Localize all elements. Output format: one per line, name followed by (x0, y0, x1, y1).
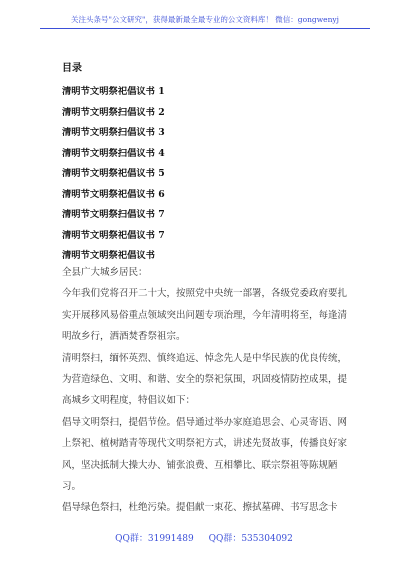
toc-item[interactable]: 清明节文明祭祀倡议书 5 (62, 168, 165, 179)
body-paragraph: 倡导文明祭扫，提倡节俭。倡导通过举办家庭追思会、心灵寄语、网上祭祀、植树踏青等现代文明祭祀方式，讲述先贤故事，传播良好家风，坚决抵制大操大办、铺张浪费、互相攀比、联宗祭祖等陈规陋习。 (62, 416, 348, 493)
footer-qq-group-1: QQ群：31991489 (115, 534, 194, 544)
footer-qq-group-2: QQ群：535304092 (208, 534, 293, 544)
toc-title: 目录 (62, 63, 82, 74)
toc-item[interactable]: 清明节文明祭祀倡议书 7 (62, 229, 165, 241)
body-paragraph: 今年我们党将召开二十大，按照党中央统一部署，各级党委政府要扎实开展移风易俗重点领域突出问题专项治理，今年清明将至，每逢清明故乡行，洒酒焚香祭祖宗。 (62, 288, 348, 343)
table-of-contents (62, 82, 165, 267)
salutation: 全县广大城乡居民： (62, 267, 148, 278)
footer (0, 531, 408, 544)
header-divider (40, 28, 370, 29)
toc-item[interactable]: 清明节文明祭祀倡议书 (62, 250, 155, 261)
header-banner: 关注头条号"公文研究"，获得最新最全最专业的公文资料库！ 微信：gongwenyj (71, 15, 339, 24)
toc-item[interactable]: 清明节文明祭祀倡议书 6 (62, 188, 165, 200)
body-paragraph: 清明祭扫，缅怀英烈、慎终追远、悼念先人是中华民族的优良传统，为营造绿色、文明、和谐、安全的祭祀氛围，巩固疫情防控成果，提高城乡文明程度，特倡议如下： (62, 352, 348, 407)
toc-item[interactable]: 清明节文明祭祀倡议书 1 (62, 86, 165, 97)
toc-item[interactable]: 清明节文明祭扫倡议书 2 (62, 106, 165, 118)
toc-item[interactable]: 清明节文明祭扫倡议书 3 (62, 127, 165, 138)
toc-item[interactable]: 清明节文明祭扫倡议书 4 (62, 147, 165, 159)
document-body (62, 262, 352, 519)
body-paragraph: 倡导绿色祭扫，杜绝污染。提倡献一束花、擦拭墓碑、书写思念卡 (62, 502, 338, 514)
toc-item[interactable]: 清明节文明祭扫倡议书 7 (62, 209, 165, 220)
